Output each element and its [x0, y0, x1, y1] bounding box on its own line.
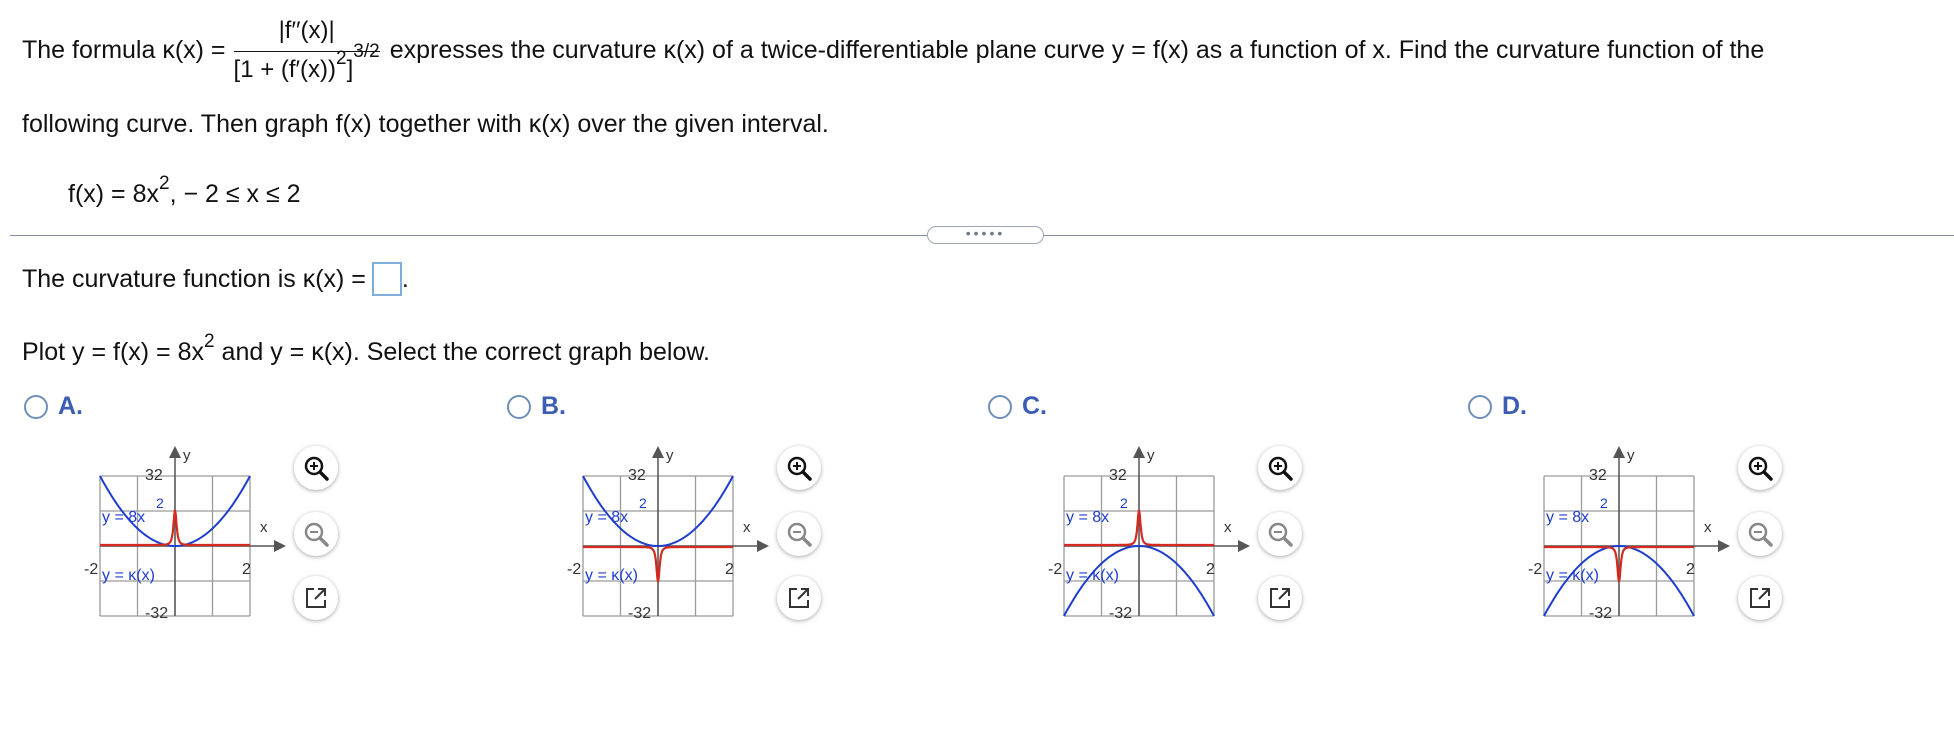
- kappa-curve-label: y = κ(x): [1066, 567, 1119, 584]
- denominator-exponent: 3/2: [353, 40, 380, 62]
- tick-label-left: -2: [567, 561, 582, 578]
- zoom-out-icon: [785, 520, 813, 548]
- y-axis-arrow: [652, 446, 664, 458]
- plot-instruction: [22, 331, 710, 367]
- zoom-out-button[interactable]: [294, 512, 338, 556]
- zoom-in-icon: [785, 454, 813, 482]
- tick-label-top: 32: [628, 467, 646, 484]
- tick-label-left: -2: [1048, 561, 1063, 578]
- zoom-out-button[interactable]: [777, 512, 821, 556]
- plot-exponent: 2: [204, 331, 215, 352]
- option-radio[interactable]: [1468, 395, 1492, 419]
- open-new-window-icon: [302, 584, 330, 612]
- curvature-answer-input[interactable]: [372, 262, 402, 296]
- open-new-window-icon: [1746, 584, 1774, 612]
- formula-prefix: The formula κ(x) =: [22, 35, 226, 64]
- f-curve-label-exponent: 2: [639, 495, 647, 511]
- f-curve-label: y = 8x: [1546, 509, 1590, 526]
- zoom-in-button[interactable]: [777, 446, 821, 490]
- tick-label-top: 32: [1109, 467, 1127, 484]
- option-radio[interactable]: [988, 395, 1012, 419]
- kappa-curve-label: y = κ(x): [102, 567, 155, 584]
- tick-label-bottom: -32: [1589, 605, 1613, 622]
- zoom-out-icon: [1266, 520, 1294, 548]
- x-axis-arrow: [1718, 540, 1730, 552]
- x-axis-label: x: [260, 519, 268, 536]
- denominator-square: 2: [336, 47, 347, 69]
- denominator-close: ]: [346, 55, 354, 83]
- open-new-window-button[interactable]: [294, 576, 338, 620]
- zoom-in-button[interactable]: [1258, 446, 1302, 490]
- f-curve-label-exponent: 2: [1120, 495, 1128, 511]
- option-label: C.: [1022, 392, 1047, 420]
- x-axis-arrow: [274, 540, 286, 552]
- zoom-out-icon: [302, 520, 330, 548]
- curvature-period: .: [401, 264, 409, 293]
- tick-label-right: 2: [242, 561, 251, 578]
- tick-label-top: 32: [145, 467, 163, 484]
- tick-label-left: -2: [84, 561, 99, 578]
- x-axis-label: x: [1224, 519, 1232, 536]
- zoom-out-button[interactable]: [1738, 512, 1782, 556]
- zoom-in-button[interactable]: [294, 446, 338, 490]
- f-curve-label-exponent: 2: [156, 495, 164, 511]
- open-new-window-icon: [785, 584, 813, 612]
- option-b[interactable]: [507, 392, 566, 421]
- zoom-in-icon: [302, 454, 330, 482]
- zoom-in-icon: [1266, 454, 1294, 482]
- tick-label-bottom: -32: [1109, 605, 1133, 622]
- formula-numerator: |f′′(x)|: [278, 16, 335, 44]
- kappa-curve-label: y = κ(x): [585, 567, 638, 584]
- open-new-window-button[interactable]: [1738, 576, 1782, 620]
- f-curve-label: y = 8x: [102, 509, 146, 526]
- expand-more-button[interactable]: •••••: [927, 226, 1044, 244]
- curvature-answer-line: [22, 262, 409, 296]
- curvature-prompt: The curvature function is κ(x) =: [22, 264, 366, 293]
- f-curve-label: y = 8x: [585, 509, 629, 526]
- plot-prefix: Plot y = f(x) = 8x: [22, 338, 205, 366]
- tick-label-right: 2: [1206, 561, 1215, 578]
- problem-line-2: following curve. Then graph f(x) together with κ(x) over the given interval.: [22, 110, 829, 138]
- function-base: f(x) = 8x: [68, 180, 159, 208]
- tick-label-bottom: -32: [628, 605, 652, 622]
- option-a[interactable]: [24, 392, 83, 421]
- denominator-base: [1 + (f′(x)): [233, 55, 337, 83]
- y-axis-label: y: [666, 447, 674, 464]
- x-axis-arrow: [757, 540, 769, 552]
- zoom-out-icon: [1746, 520, 1774, 548]
- curvature-formula: [234, 17, 380, 84]
- given-function: [68, 173, 301, 209]
- function-interval: , − 2 ≤ x ≤ 2: [169, 180, 301, 208]
- y-axis-arrow: [1613, 446, 1625, 458]
- option-label: A.: [58, 392, 83, 420]
- option-label: B.: [541, 392, 566, 420]
- open-new-window-button[interactable]: [1258, 576, 1302, 620]
- open-new-window-icon: [1266, 584, 1294, 612]
- x-axis-arrow: [1238, 540, 1250, 552]
- option-graph: [1032, 436, 1262, 636]
- option-label: D.: [1502, 392, 1527, 420]
- y-axis-label: y: [1147, 447, 1155, 464]
- option-c[interactable]: [988, 392, 1047, 421]
- zoom-out-button[interactable]: [1258, 512, 1302, 556]
- tick-label-bottom: -32: [145, 605, 169, 622]
- problem-line-1: [22, 10, 1764, 90]
- function-exponent: 2: [159, 173, 170, 194]
- zoom-in-button[interactable]: [1738, 446, 1782, 490]
- tick-label-left: -2: [1528, 561, 1543, 578]
- tick-label-right: 2: [1686, 561, 1695, 578]
- formula-denominator: [233, 40, 380, 84]
- tick-label-right: 2: [725, 561, 734, 578]
- option-d[interactable]: [1468, 392, 1527, 421]
- tick-label-top: 32: [1589, 467, 1607, 484]
- plot-suffix: and y = κ(x). Select the correct graph below.: [214, 338, 710, 366]
- open-new-window-button[interactable]: [777, 576, 821, 620]
- option-graph: [1512, 436, 1742, 636]
- y-axis-label: y: [1627, 447, 1635, 464]
- option-graph: [68, 436, 298, 636]
- x-axis-label: x: [1704, 519, 1712, 536]
- option-radio[interactable]: [24, 395, 48, 419]
- f-curve-label-exponent: 2: [1600, 495, 1608, 511]
- formula-suffix: expresses the curvature κ(x) of a twice-differentiable plane curve y = f(x) as a function of x. Find the curvature function of the: [389, 35, 1765, 64]
- option-graph: [551, 436, 781, 636]
- y-axis-arrow: [169, 446, 181, 458]
- kappa-curve-label: y = κ(x): [1546, 567, 1599, 584]
- y-axis-label: y: [183, 447, 191, 464]
- x-axis-label: x: [743, 519, 751, 536]
- option-radio[interactable]: [507, 395, 531, 419]
- zoom-in-icon: [1746, 454, 1774, 482]
- y-axis-arrow: [1133, 446, 1145, 458]
- f-curve-label: y = 8x: [1066, 509, 1110, 526]
